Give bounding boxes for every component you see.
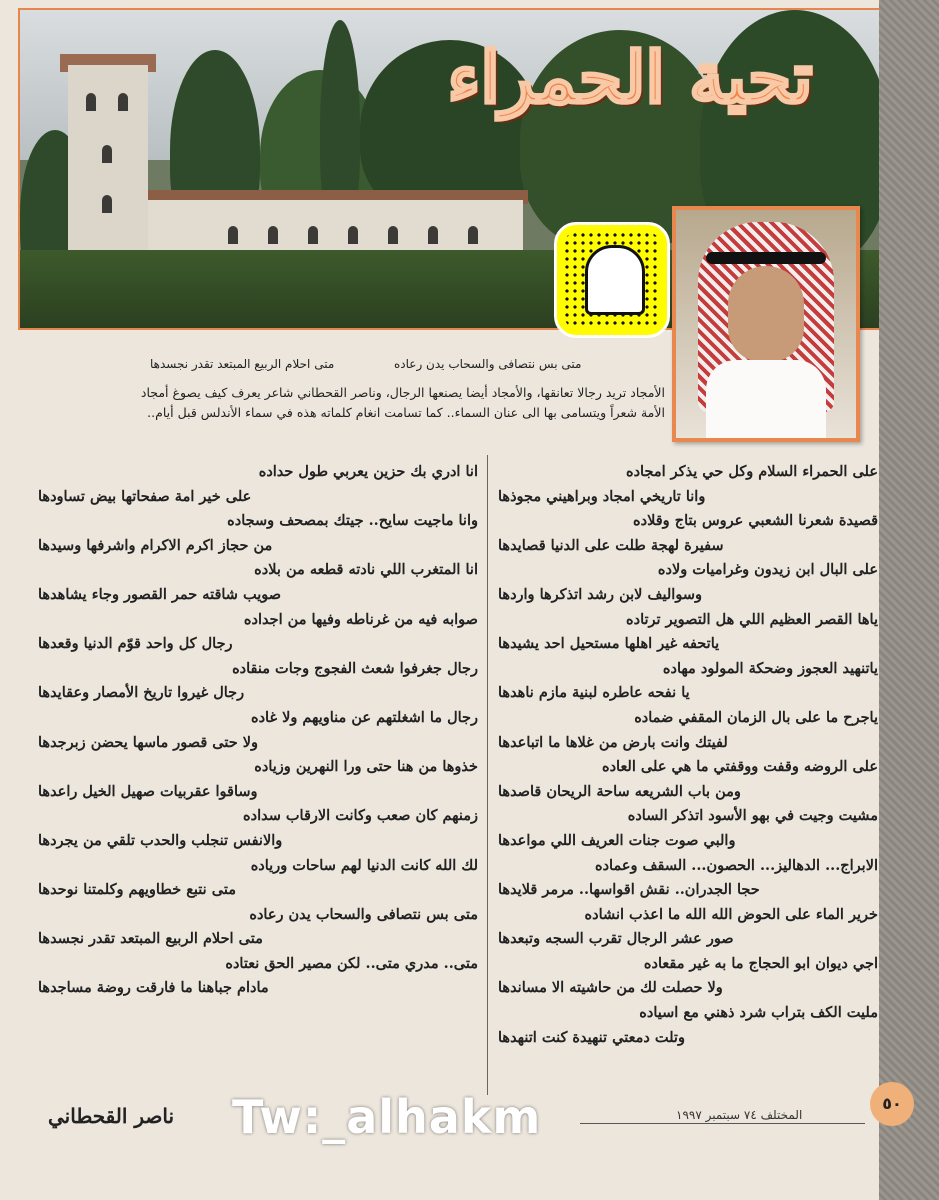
verse-second-hemistich: والبي صوت جنات العريف اللي مواعدها	[498, 831, 736, 849]
caption-left: متى احلام الربيع المبتعد تقدر نجسدها	[150, 357, 335, 371]
poet-portrait	[672, 206, 860, 442]
verse-second-hemistich: ومن باب الشريعه ساحة الريحان قاصدها	[498, 782, 741, 800]
verse-second-hemistich: وتلت دمعتي تنهيدة كنت اتنهدها	[498, 1028, 685, 1046]
verse-second-hemistich: من حجاز اكرم الاكرام واشرفها وسيدها	[38, 536, 273, 554]
verse-first-hemistich: ياجرح ما على بال الزمان المقفي ضماده	[634, 708, 878, 726]
verse-second-hemistich: ولا حصلت لك من حاشيته الا مساندها	[498, 979, 723, 997]
verse-second-hemistich: وسواليف لابن رشد اتذكرها واردها	[498, 585, 702, 603]
poem-column-left	[38, 460, 478, 1001]
intro-line: الأمجاد تريد رجالا تعانقها، والأمجاد أيضا يصنعها الرجال، وناصر القحطاني شاعر يعرف كيف يصوغ أمجاد	[140, 385, 665, 400]
verse-first-hemistich: مشيت وجيت في بهو الأسود اتذكر الساده	[627, 807, 878, 825]
verse-first-hemistich: متى بس نتصافى والسحاب يدن رعاده	[249, 905, 478, 923]
poem-column-right	[498, 460, 878, 1050]
verse-second-hemistich: يا نفحه عاطره لبنية مازم ناهدها	[498, 684, 690, 702]
intro-paragraph	[90, 383, 665, 423]
verse-second-hemistich: وانا تاريخي امجاد وبراهيني مجوذها	[498, 487, 706, 505]
verse-second-hemistich: لفيتك وانت بارض من غلاها ما اتباعدها	[498, 733, 728, 751]
verse-second-hemistich: حجا الجدران.. نقش اقواسها.. مرمر قلايدها	[498, 881, 760, 899]
issue-info: المختلف ٧٤ سبتمبر ١٩٩٧	[676, 1108, 803, 1122]
verse-first-hemistich: ياتنهيد العجوز وضحكة المولود مهاده	[662, 659, 878, 677]
verse-first-hemistich: انا المتغرب اللي نادته قطعه من بلاده	[254, 561, 478, 579]
column-divider	[487, 455, 488, 1095]
verse-second-hemistich: ولا حتى قصور ماسها يحضن زبرجدها	[38, 733, 259, 751]
page-number: ٥٠	[870, 1082, 914, 1126]
verse-second-hemistich: وساقوا عقربيات صهيل الخيل راعدها	[38, 782, 258, 800]
verse-first-hemistich: لك الله كانت الدنيا لهم ساحات ورياده	[250, 856, 478, 874]
intro-line: الأمة شعراً ويتسامى بها الى عنان السماء.. كما تسامت انغام كلماته هذه في سماء الأندلس قبل أيام..	[147, 405, 665, 420]
author-name: ناصر القحطاني	[48, 1104, 175, 1128]
verse-first-hemistich: صوابه فيه من غرناطه وفيها من اجداده	[243, 610, 478, 628]
watermark: Tw:_alhakm	[232, 1090, 542, 1144]
verse-first-hemistich: على الروضه وقفت ووقفتي ما هي على العاده	[601, 758, 878, 776]
verse-second-hemistich: والانفس تنجلب والحدب تلقي من يجردها	[38, 831, 283, 849]
verse-first-hemistich: رجال ما اشغلتهم عن مناويهم ولا غاده	[250, 708, 478, 726]
verse-second-hemistich: على خير امة صفحاتها بيض تساودها	[38, 487, 252, 505]
verse-first-hemistich: انا ادري بك حزين يعربي طول حداده	[258, 463, 478, 480]
verse-second-hemistich: صور عشر الرجال تقرب السجه وتبعدها	[498, 930, 734, 948]
verse-first-hemistich: متى.. مدري متى.. لكن مصير الحق نعتاده	[225, 954, 478, 972]
article-title: تحية الحمراء	[447, 36, 813, 119]
verse-second-hemistich: ياتحفه غير اهلها مستحيل احد يشيدها	[498, 635, 720, 653]
verse-second-hemistich: متى احلام الربيع المبتعد تقدر نجسدها	[38, 930, 263, 948]
tower-building	[68, 65, 148, 250]
verse-second-hemistich: مادام جباهنا ما فارقت روضة مساجدها	[38, 979, 269, 997]
verse-first-hemistich: مليت الكف بتراب شرد ذهني مع اسياده	[639, 1004, 878, 1022]
verse-first-hemistich: قصيدة شعرنا الشعبي عروس بتاج وقلاده	[633, 512, 878, 530]
verse-second-hemistich: متى نتبع خطاويهم وكلمتنا نوحدها	[38, 881, 236, 899]
verse-first-hemistich: خرير الماء على الحوض الله الله ما اعذب انشاده	[584, 905, 878, 923]
verse-first-hemistich: خذوها من هنا حتى ورا النهرين وزياده	[254, 758, 478, 776]
verse-first-hemistich: الابراج... الدهاليز... الحصون... السقف وعماده	[594, 856, 878, 874]
footer-rule	[580, 1123, 865, 1124]
verse-first-hemistich: اجي ديوان ابو الحجاج ما به غير مقعاده	[643, 954, 878, 972]
caption-right: متى بس نتصافى والسحاب يدن رعاده	[394, 357, 582, 371]
carpet-background	[879, 0, 939, 1200]
verse-second-hemistich: رجال كل واحد قوّم الدنيا وقعدها	[38, 635, 233, 653]
verse-first-hemistich: زمنهم كان صعب وكانت الارقاب سداده	[243, 807, 478, 825]
verse-first-hemistich: على البال ابن زيدون وغراميات ولاده	[657, 561, 878, 579]
verse-first-hemistich: على الحمراء السلام وكل حي يذكر امجاده	[626, 463, 878, 480]
verse-first-hemistich: رجال جغرفوا شعث الفجوج وجات منقاده	[232, 659, 478, 677]
verse-first-hemistich: وانا ماجيت سايح.. جيتك بمصحف وسجاده	[227, 512, 478, 530]
snapcode-icon	[554, 222, 670, 338]
verse-second-hemistich: صويب شاقته حمر القصور وجاء يشاهدها	[38, 585, 282, 603]
verse-second-hemistich: سفيرة لهجة طلت على الدنيا قصايدها	[498, 536, 724, 554]
verse-first-hemistich: ياها القصر العظيم اللي هل التصوير ترتاده	[626, 610, 878, 628]
verse-second-hemistich: رجال غيروا تاريخ الأمصار وعقايدها	[38, 684, 245, 702]
ghost-icon	[585, 245, 645, 315]
